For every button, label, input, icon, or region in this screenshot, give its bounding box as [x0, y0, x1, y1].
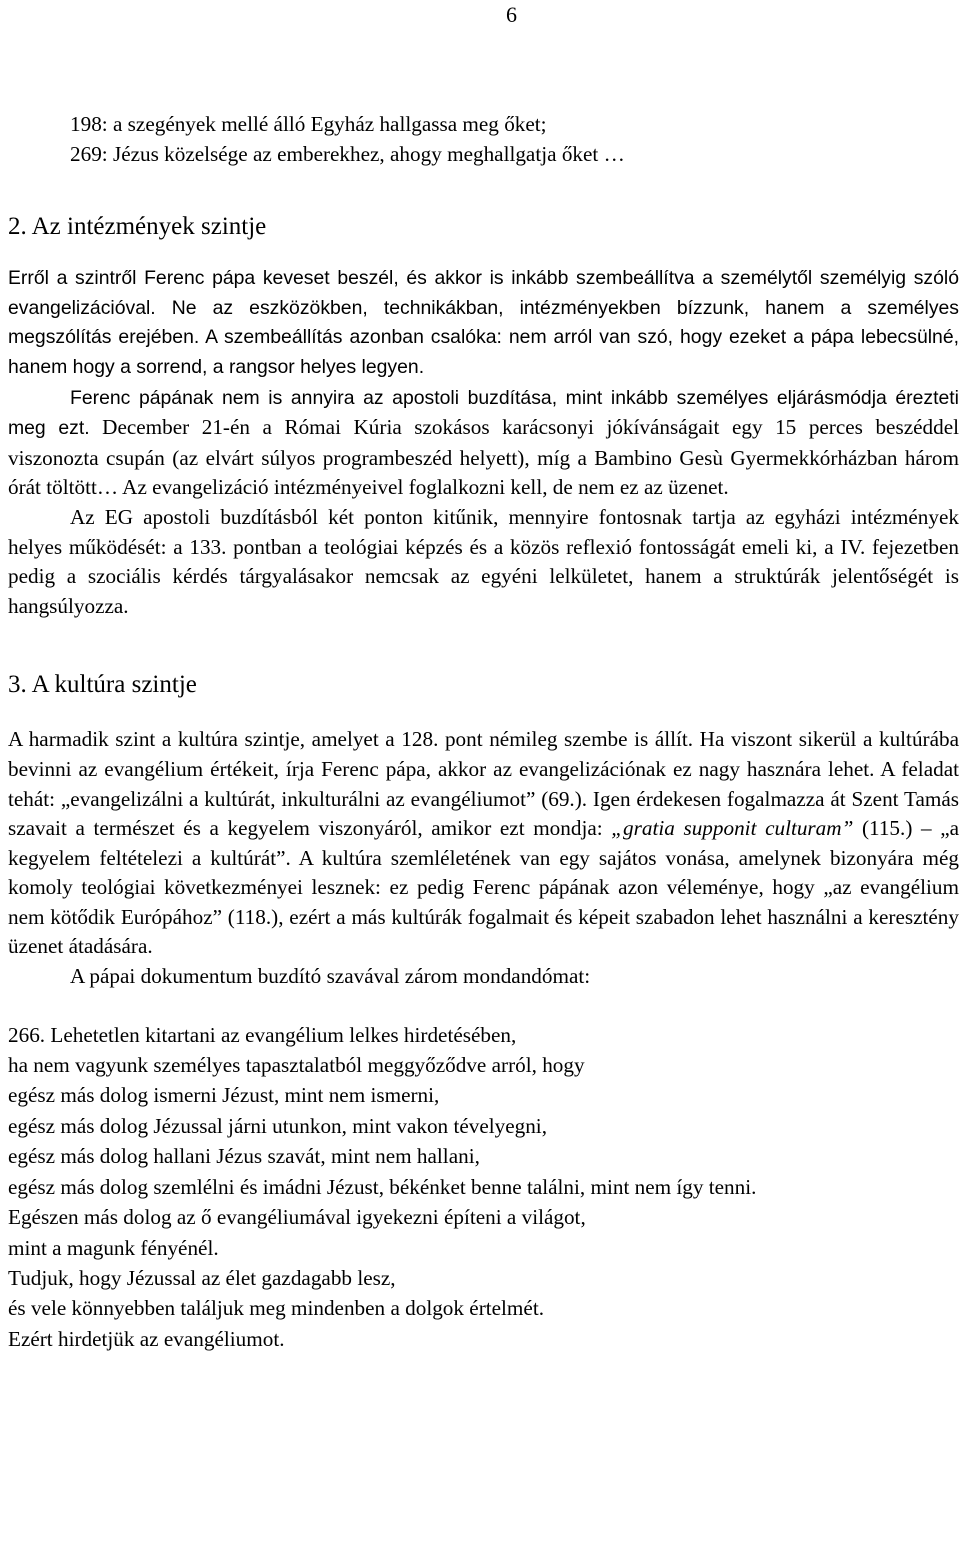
- quote-line: egész más dolog hallani Jézus szavát, mint nem hallani,: [8, 1144, 480, 1169]
- quote-line: és vele könnyebben találjuk meg mindenben a dolgok értelmét.: [8, 1296, 544, 1321]
- page-number: 6: [506, 2, 517, 27]
- section-2-paragraph-3: Az EG apostoli buzdításból két ponton kitűnik, mennyire fontosnak tartja az egyházi intézmények helyes működését: a 133. pontban a teológiai képzés és a közös reflexió fontosságát emeli ki, a IV. fejezetben pedig a szociális kérdés tárgyalásakor nemcsak az egyéni lelkületet, hanem a struktúrák jelentőségét is hangsúlyozza.: [8, 504, 959, 618]
- section-3-heading: 3. A kultúra szintje: [8, 671, 197, 699]
- quote-line: 266. Lehetetlen kitartani az evangélium lelkes hirdetésében,: [8, 1022, 517, 1047]
- section-2-paragraph-2: [8, 383, 959, 503]
- quote-line: mint a magunk fényénél.: [8, 1235, 219, 1260]
- closing-quote: [8, 1020, 959, 1354]
- section-2-heading: 2. Az intézmények szintje: [8, 213, 267, 241]
- quote-line: Tudjuk, hogy Jézussal az élet gazdagabb lesz,: [8, 1265, 396, 1290]
- quote-line: egész más dolog ismerni Jézust, mint nem ismerni,: [8, 1083, 440, 1108]
- document-body: [8, 110, 959, 1354]
- latin-quote: „gratia supponit culturam”: [611, 816, 854, 841]
- intro-line: 269: Jézus közelsége az emberekhez, ahogy meghallgatja őket …: [70, 141, 625, 166]
- section-3-paragraph-2: A pápai dokumentum buzdító szavával zárom mondandómat:: [70, 964, 591, 989]
- quote-line: Ezért hirdetjük az evangéliumot.: [8, 1326, 285, 1351]
- section-3-paragraph-1: [8, 725, 959, 962]
- quote-line: Egészen más dolog az ő evangéliumával igyekezni építeni a világot,: [8, 1205, 586, 1230]
- quote-line: ha nem vagyunk személyes tapasztalatból meggyőződve arról, hogy: [8, 1053, 585, 1078]
- quote-line: egész más dolog szemlélni és imádni Jézust, békénket benne találni, mint nem így tenni.: [8, 1174, 757, 1199]
- quote-line: egész más dolog Jézussal járni utunkon, mint vakon tévelyegni,: [8, 1113, 547, 1138]
- intro-line: 198: a szegények mellé álló Egyház hallgassa meg őket;: [70, 112, 547, 136]
- section-3-paragraph-1-part-b: (115.) – „a kegyelem feltételezi a kultúrát”. A kultúra szemléletének van egy sajátos vonása, amelynek bizonyára még komoly teológiai következményei lesznek: ez pedig Ferenc pápának azon véleménye, hogy „az evangélium nem kötődik Európához” (118.), ezért a más kultúrák fogalmait és képeit szabadon lehet használni a keresztény üzenet átadására.: [8, 816, 960, 959]
- section-2-paragraph-2-part-b: December 21-én a Római Kúria szokásos karácsonyi jókívánságait egy 15 perces beszéddel viszonozta csupán (az elvárt súlyos programbeszéd helyett), míg a Bambino Gesù Gyermekkórházban három órát töltött… Az evangelizáció intézményeivel foglalkozni kell, de nem ez az üzenet.: [8, 415, 959, 500]
- section-2-paragraph-2-part-a: Ferenc pápának nem is annyira az apostoli buzdítása, mint inkább személyes eljárásmódja érezteti meg ezt.: [8, 386, 959, 440]
- intro-list: [8, 110, 959, 169]
- section-3-paragraph-1-part-a: A harmadik szint a kultúra szintje, amelyet a 128. pont némileg szembe is állít. Ha viszont sikerül a kultúrába bevinni az evangélium értékeit, írja Ferenc pápa, akkor az evangelizációnak ez nagy hasznára lehet. A feladat tehát: „evangelizálni a kultúrát, inkulturálni az evangéliumot” (69.). Igen érdekesen fogalmazza át Szent Tamás szavait a természet és a kegyelem viszonyáról, amikor ezt mondja:: [8, 727, 959, 841]
- section-2-paragraph-1: Erről a szintről Ferenc pápa keveset beszél, és akkor is inkább szembeállítva a személytől személyig szóló evangelizációval. Ne az eszközökben, technikákban, intézményekben bízzunk, hanem a személyes megszólítás erejében. A szembeállítás azonban csalóka: nem arról van szó, hogy ezeket a pápa lebecsülné, hanem hogy a sorrend, a rangsor helyes legyen.: [8, 267, 959, 378]
